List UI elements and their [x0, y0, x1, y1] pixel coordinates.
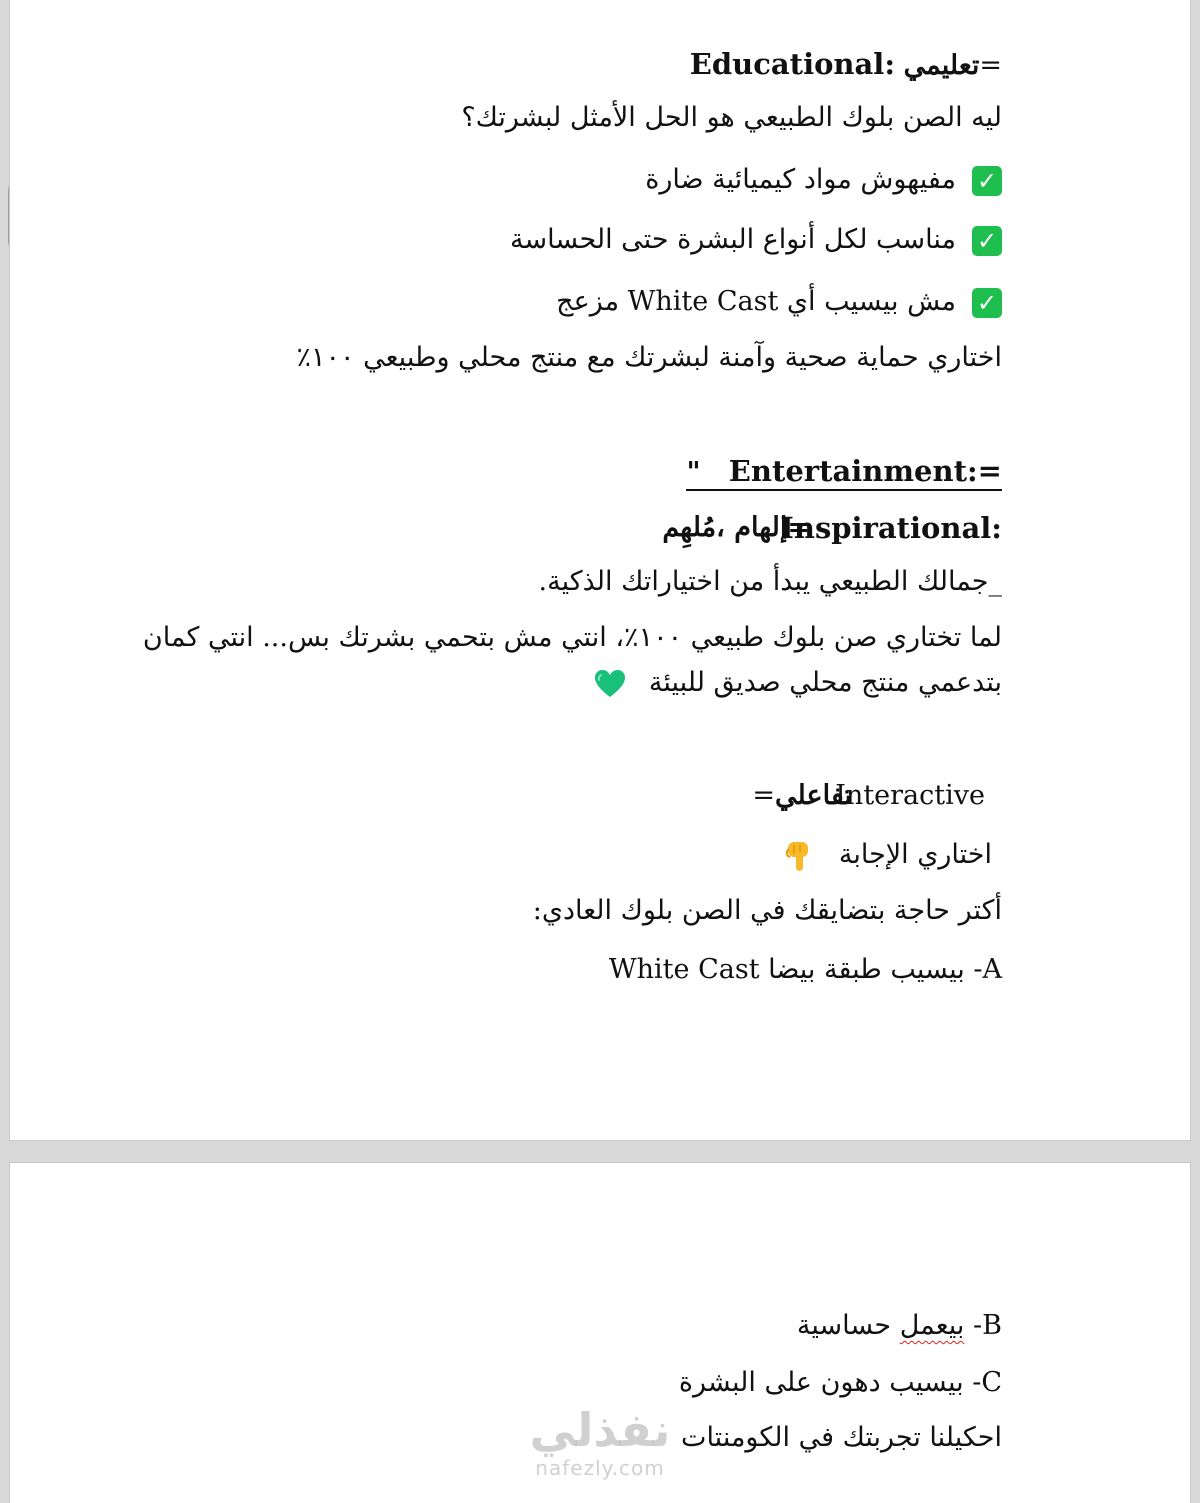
- inspirational-line-3: بتدعمي منتج محلي صديق للبيئة: [594, 665, 1002, 701]
- option-b: B- بيعمل حساسية: [796, 1310, 1002, 1341]
- check-item-3: ✓مش بيسيب أي White Cast مزعج: [556, 284, 1002, 320]
- educational-closing: اختاري حماية صحية وآمنة لبشرتك مع منتج محلي وطبيعي ١٠٠٪: [296, 342, 1002, 373]
- document-page-1: [10, 0, 1190, 1140]
- check-mark-button-icon: ✓: [972, 226, 1002, 256]
- inspirational-heading: Inspirational:: [780, 511, 1002, 545]
- option-a: A- بيسيب طبقة بيضا White Cast: [608, 954, 1002, 985]
- check-mark-button-icon: ✓: [972, 288, 1002, 318]
- green-heart-icon: [594, 669, 626, 699]
- inspirational-line-2: لما تختاري صن بلوك طبيعي ١٠٠٪، انتي مش بتحمي بشرتك بس... انتي كمان: [142, 622, 1002, 653]
- backhand-index-pointing-down-icon: [782, 839, 816, 873]
- interactive-question: أكتر حاجة بتضايقك في الصن بلوك العادي:: [532, 895, 1002, 926]
- check-item-1: ✓مفيهوش مواد كيميائية ضارة: [645, 162, 1002, 198]
- interactive-heading: Interactive: [835, 780, 985, 811]
- comments-cta: احكيلنا تجربتك في الكومنتات: [681, 1422, 1002, 1453]
- inspirational-line-1: _جمالك الطبيعي يبدأ من اختياراتك الذكية.: [538, 566, 1002, 597]
- check-mark-button-icon: ✓: [972, 166, 1002, 196]
- educational-question: ليه الصن بلوك الطبيعي هو الحل الأمثل لبشرتك؟: [461, 102, 1002, 133]
- interactive-prompt: اختاري الإجابة: [782, 837, 992, 873]
- nafezly-watermark: نفذلي nafezly.com: [529, 1403, 671, 1480]
- inspirational-heading-arabic: =إلهام ،مُلهِم: [662, 512, 810, 543]
- interactive-heading-arabic: تفاعلي=: [752, 780, 852, 811]
- entertainment-heading: " Entertainment:=: [686, 453, 1002, 491]
- option-c: C- بيسيب دهون على البشرة: [678, 1367, 1002, 1398]
- spelling-error-word[interactable]: بيعمل: [899, 1310, 965, 1341]
- check-item-2: ✓مناسب لكل أنواع البشرة حتى الحساسة: [510, 222, 1002, 258]
- educational-heading: Educational: تعليمي=: [689, 47, 1002, 81]
